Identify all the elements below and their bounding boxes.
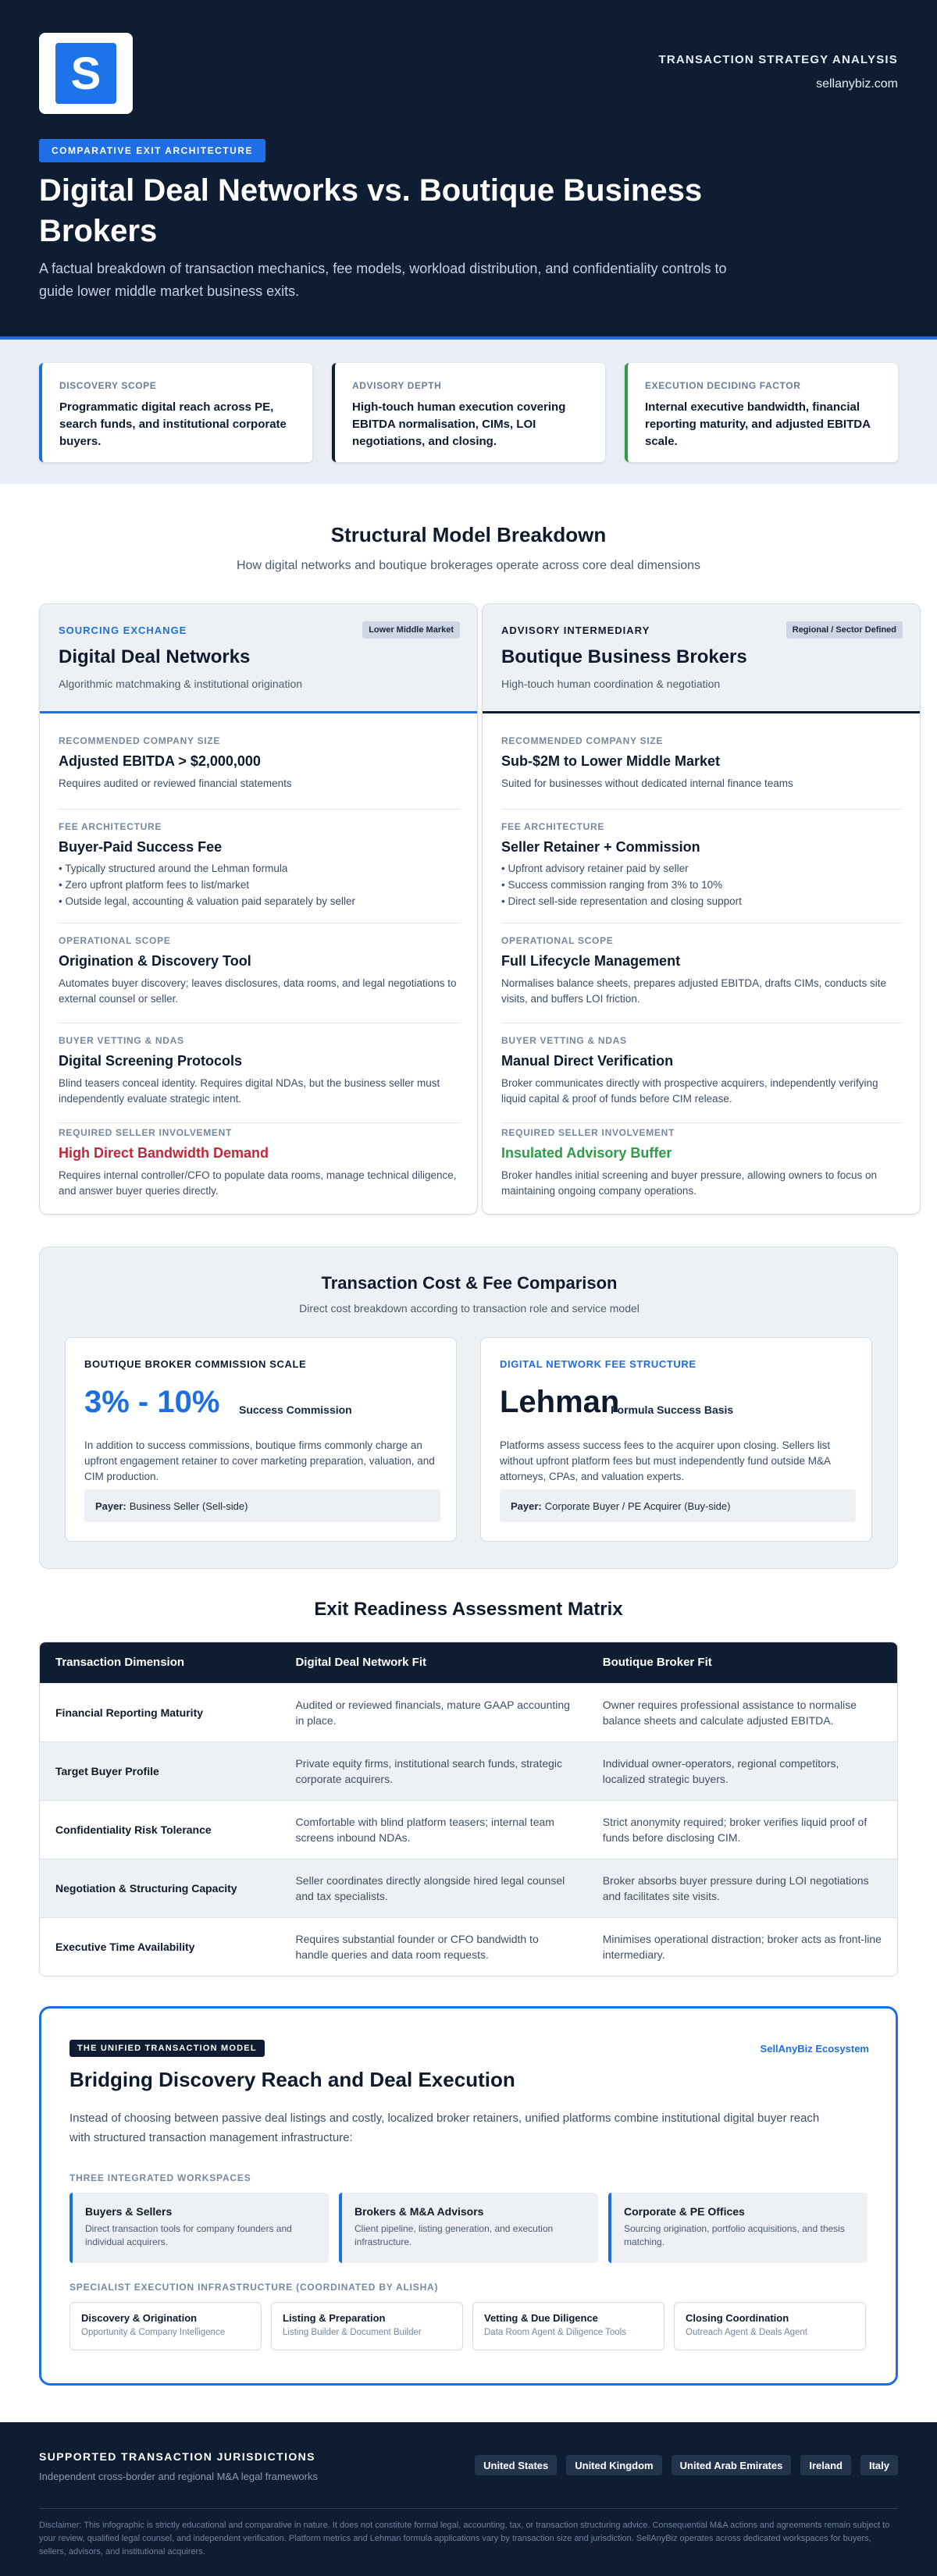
row-dimension: Financial Reporting Maturity — [55, 1706, 204, 1719]
block-label: OPERATIONAL SCOPE — [59, 935, 171, 946]
block-label: RECOMMENDED COMPANY SIZE — [501, 735, 664, 746]
list-item: • Zero upfront platform fees to list/market — [59, 877, 460, 893]
workspace-text: Direct transaction tools for company founders and individual acquirers. — [85, 2223, 292, 2247]
unified-title: Bridging Discovery Reach and Deal Execution — [69, 2068, 515, 2091]
table-row — [40, 1859, 897, 1917]
boutique-broker-column — [482, 603, 921, 1215]
digital-network-column — [39, 603, 478, 1215]
payer-box — [500, 1489, 856, 1522]
page-title: Digital Deal Networks vs. Boutique Business Brokers — [39, 173, 703, 248]
fee-list — [501, 860, 903, 909]
summary-card-text: Programmatic digital reach across PE, search funds, and institutional corporate buyers. — [59, 400, 287, 448]
column-accent-line — [40, 711, 478, 713]
workspace-text: Client pipeline, listing generation, and execution infrastructure. — [354, 2223, 554, 2247]
footer — [0, 2422, 937, 2576]
unified-text: Instead of choosing between passive deal listings and costly, localized broker retainers, unified platforms combine institutional digital buyer reach with structured transaction management infrastructure: — [69, 2112, 820, 2144]
boutique-fit-cell: Broker absorbs buyer pressure during LOI negotiations and facilitates site visits. — [602, 1874, 869, 1902]
market-tag: Lower Middle Market — [362, 621, 460, 639]
page-subtitle: A factual breakdown of transaction mechanics, fee models, workload distribution, and confidentiality controls to guide lower middle market business exits. — [39, 261, 727, 299]
block-title: Seller Retainer + Commission — [501, 839, 700, 855]
workspace-title: Brokers & M&A Advisors — [354, 2205, 484, 2218]
operational-scope-block — [59, 935, 460, 1007]
jurisdiction-tags — [475, 2455, 898, 2475]
block-text: Suited for businesses without dedicated internal finance teams — [501, 777, 793, 789]
specialist-title: Vetting & Due Diligence — [484, 2312, 598, 2324]
specialist-card[interactable] — [674, 2302, 866, 2350]
table-row — [40, 1800, 897, 1859]
models-subtitle: How digital networks and boutique brokerages operate across core deal dimensions — [236, 559, 701, 572]
block-label: FEE ARCHITECTURE — [501, 821, 605, 832]
digital-fit-cell: Requires substantial founder or CFO bandwidth to handle queries and data room requests. — [295, 1933, 539, 1961]
column-header — [40, 604, 478, 713]
list-item: • Outside legal, accounting & valuation paid separately by seller — [59, 893, 460, 909]
block-label: FEE ARCHITECTURE — [59, 821, 162, 832]
fees-title: Transaction Cost & Fee Comparison — [321, 1273, 618, 1293]
summary-card-text: Internal executive bandwidth, financial reporting maturity, and adjusted EBITDA scale. — [645, 400, 871, 448]
seller-involvement-block — [59, 1127, 460, 1199]
payer-value: Corporate Buyer / PE Acquirer (Buy-side) — [544, 1500, 731, 1512]
fee-architecture-block — [59, 821, 460, 909]
digital-fit-cell: Audited or reviewed financials, mature GAAP accounting in place. — [295, 1699, 570, 1727]
logo[interactable] — [39, 33, 133, 114]
workspace-title: Corporate & PE Offices — [624, 2205, 745, 2218]
table-row — [40, 1917, 897, 1976]
buyer-vetting-block — [59, 1035, 460, 1107]
block-title: Insulated Advisory Buffer — [501, 1145, 672, 1161]
block-text: Broker communicates directly with prospective acquirers, independently verifying liquid capital & proof of funds before CIM release. — [501, 1077, 878, 1105]
table-row — [40, 1683, 897, 1742]
block-label: BUYER VETTING & NDAS — [501, 1035, 627, 1046]
specialists-label: SPECIALIST EXECUTION INFRASTRUCTURE (COORDINATED BY ALISHA) — [69, 2282, 439, 2293]
column-description: Algorithmic matchmaking & institutional origination — [59, 678, 303, 690]
jurisdiction-tag-us: United States — [475, 2455, 557, 2475]
workspace-card[interactable] — [69, 2193, 329, 2263]
digital-fee-card — [480, 1337, 872, 1542]
specialist-text: Listing Builder & Document Builder — [283, 2328, 422, 2337]
commission-caption: Success Commission — [239, 1404, 352, 1416]
workspace-text: Sourcing origination, portfolio acquisitions, and thesis matching. — [624, 2223, 845, 2247]
column-title: Digital Deal Networks — [59, 646, 251, 667]
buyer-vetting-block — [501, 1035, 903, 1107]
block-title: Adjusted EBITDA > $2,000,000 — [59, 753, 261, 769]
disclaimer: Disclaimer: This infographic is strictly educational and comparative in nature. It does not constitute formal legal, accounting, tax, or transaction structuring advice. Consequential M&A actions and agreements remain subject to your review, qualified legal counsel, and independent verification. Platform metrics and Lehman formula applications vary by transaction size and jurisdiction. SellAnyBiz operates across dedicated workspaces for buyers, sellers, advisors, and institutional acquirers. — [39, 2521, 890, 2556]
payer-box — [84, 1489, 440, 1522]
row-dimension: Target Buyer Profile — [55, 1765, 159, 1777]
ecosystem-link[interactable]: SellAnyBiz Ecosystem — [760, 2043, 869, 2055]
column-accent-line — [483, 711, 921, 713]
block-title: Full Lifecycle Management — [501, 953, 681, 969]
unified-badge: THE UNIFIED TRANSACTION MODEL — [69, 2040, 265, 2057]
specialist-title: Discovery & Origination — [81, 2312, 198, 2324]
column-header: Digital Deal Network Fit — [295, 1656, 426, 1669]
unified-model-section — [39, 2006, 898, 2386]
block-label: RECOMMENDED COMPANY SIZE — [59, 735, 221, 746]
block-title: Sub-$2M to Lower Middle Market — [501, 753, 721, 769]
specialist-card[interactable] — [472, 2302, 664, 2350]
specialist-card[interactable] — [69, 2302, 262, 2350]
workspace-card[interactable] — [608, 2193, 868, 2263]
block-text: Requires internal controller/CFO to populate data rooms, manage technical diligence, and answer buyer queries directly. — [59, 1169, 457, 1197]
specialist-text: Opportunity & Company Intelligence — [81, 2328, 226, 2337]
boutique-fit-cell: Individual owner-operators, regional competitors, localized strategic buyers. — [602, 1757, 839, 1785]
block-text: Requires audited or reviewed financial statements — [59, 777, 292, 789]
company-size-block — [59, 735, 460, 792]
matrix-title: Exit Readiness Assessment Matrix — [314, 1599, 623, 1620]
block-title: Digital Screening Protocols — [59, 1053, 243, 1069]
specialist-text: Outreach Agent & Deals Agent — [686, 2328, 807, 2337]
commission-range: 3% - 10% — [84, 1385, 220, 1419]
fee-list — [59, 860, 460, 909]
hero-badge: COMPARATIVE EXIT ARCHITECTURE — [39, 139, 265, 162]
fee-architecture-block — [501, 821, 903, 909]
jurisdiction-tag-uk: United Kingdom — [566, 2455, 661, 2475]
row-dimension: Negotiation & Structuring Capacity — [55, 1882, 237, 1895]
summary-card-advisory — [332, 363, 605, 462]
block-label: REQUIRED SELLER INVOLVEMENT — [59, 1127, 233, 1138]
column-kicker: ADVISORY INTERMEDIARY — [501, 624, 650, 636]
models-title: Structural Model Breakdown — [330, 523, 607, 546]
specialist-text: Data Room Agent & Diligence Tools — [484, 2328, 626, 2337]
fee-comparison-section — [39, 1247, 898, 1569]
block-title: Buyer-Paid Success Fee — [59, 839, 223, 855]
column-header: Boutique Broker Fit — [602, 1656, 712, 1669]
block-label: OPERATIONAL SCOPE — [501, 935, 614, 946]
block-text: Blind teasers conceal identity. Requires digital NDAs, but the business seller must independently evaluate strategic intent. — [59, 1077, 440, 1105]
column-kicker: SOURCING EXCHANGE — [59, 624, 187, 636]
block-text: Broker handles initial screening and buyer pressure, allowing owners to focus on maintaining ongoing company operations. — [501, 1169, 878, 1197]
digital-fit-cell: Seller coordinates directly alongside hired legal counsel and tax specialists. — [295, 1874, 565, 1902]
summary-card-label: DISCOVERY SCOPE — [59, 380, 157, 391]
block-title: Manual Direct Verification — [501, 1053, 674, 1069]
block-title: Origination & Discovery Tool — [59, 953, 251, 969]
summary-card-deciding-factor — [625, 363, 898, 462]
block-title: High Direct Bandwidth Demand — [59, 1145, 269, 1161]
column-header — [483, 604, 921, 713]
fee-card-text: In addition to success commissions, boutique firms commonly charge an upfront engagement retainer to cover marketing preparation, valuation, and CIM production. — [84, 1439, 435, 1482]
block-text: Normalises balance sheets, prepares adjusted EBITDA, drafts CIMs, conducts site visits, and buffers LOI friction. — [501, 977, 886, 1005]
payer-label: Payer: — [95, 1500, 126, 1512]
specialist-card[interactable] — [271, 2302, 463, 2350]
hero-meta — [659, 53, 899, 91]
hero-kicker: TRANSACTION STRATEGY ANALYSIS — [658, 53, 898, 66]
summary-card-text: High-touch human execution covering EBITDA normalisation, CIMs, LOI negotiations, and closing. — [352, 400, 566, 448]
list-item: • Success commission ranging from 3% to 10% — [501, 877, 903, 893]
summary-card-label: EXECUTION DECIDING FACTOR — [645, 380, 801, 391]
digital-fit-cell: Private equity firms, institutional search funds, strategic corporate acquirers. — [295, 1757, 563, 1785]
block-text: Automates buyer discovery; leaves disclosures, data rooms, and legal negotiations to external counsel or seller. — [59, 977, 457, 1005]
block-label: REQUIRED SELLER INVOLVEMENT — [501, 1127, 675, 1138]
list-item: • Upfront advisory retainer paid by seller — [501, 860, 903, 877]
readiness-matrix-table — [39, 1642, 898, 1976]
boutique-fee-card — [65, 1337, 457, 1542]
market-tag: Regional / Sector Defined — [786, 621, 903, 639]
list-item: • Direct sell-side representation and closing support — [501, 893, 903, 909]
boutique-fit-cell: Owner requires professional assistance to normalise balance sheets and calculate adjusted EBITDA. — [602, 1699, 857, 1727]
boutique-fit-cell: Minimises operational distraction; broker acts as front-line intermediary. — [602, 1933, 882, 1961]
workspace-card[interactable] — [339, 2193, 598, 2263]
block-label: BUYER VETTING & NDAS — [59, 1035, 184, 1046]
digital-fit-cell: Comfortable with blind platform teasers; internal team screens inbound NDAs. — [295, 1816, 554, 1844]
workspace-title: Buyers & Sellers — [85, 2205, 173, 2218]
footer-subtitle: Independent cross-border and regional M&A legal frameworks — [39, 2471, 318, 2482]
lehman-caption: Formula Success Basis — [611, 1404, 734, 1416]
workspaces-label: THREE INTEGRATED WORKSPACES — [69, 2172, 251, 2183]
list-item: • Typically structured around the Lehman formula — [59, 860, 460, 877]
fee-card-text: Platforms assess success fees to the acquirer upon closing. Sellers list without upfront platform fees but must independently fund outside M&A attorneys, CPAs, and valuation experts. — [500, 1439, 831, 1482]
summary-strip — [0, 340, 937, 484]
lehman-label: Lehman — [500, 1385, 620, 1419]
payer-value: Business Seller (Sell-side) — [129, 1500, 248, 1512]
jurisdiction-tag-ireland: Ireland — [800, 2455, 851, 2475]
jurisdiction-tag-italy: Italy — [860, 2455, 898, 2475]
column-description: High-touch human coordination & negotiation — [501, 678, 721, 690]
column-title: Boutique Business Brokers — [501, 646, 747, 667]
table-header-row — [40, 1642, 897, 1683]
seller-involvement-block — [501, 1127, 903, 1199]
specialist-title: Listing & Preparation — [283, 2312, 386, 2324]
fee-card-label: DIGITAL NETWORK FEE STRUCTURE — [500, 1358, 697, 1370]
logo-mark: S — [55, 43, 116, 104]
jurisdiction-tag-uae: United Arab Emirates — [672, 2455, 792, 2475]
operational-scope-block — [501, 935, 903, 1007]
site-link[interactable]: sellanybiz.com — [816, 77, 898, 91]
footer-divider — [39, 2508, 898, 2509]
summary-card-label: ADVISORY DEPTH — [352, 380, 442, 391]
footer-title: SUPPORTED TRANSACTION JURISDICTIONS — [39, 2450, 315, 2463]
table-row — [40, 1742, 897, 1800]
specialist-title: Closing Coordination — [686, 2312, 789, 2324]
fee-card-label: BOUTIQUE BROKER COMMISSION SCALE — [84, 1358, 307, 1370]
row-dimension: Executive Time Availability — [55, 1941, 195, 1953]
company-size-block — [501, 735, 903, 792]
boutique-fit-cell: Strict anonymity required; broker verifies liquid proof of funds before disclosing CIM. — [602, 1816, 868, 1844]
fees-subtitle: Direct cost breakdown according to transaction role and service model — [299, 1302, 640, 1315]
summary-card-discovery — [39, 363, 312, 462]
column-header: Transaction Dimension — [55, 1656, 185, 1669]
row-dimension: Confidentiality Risk Tolerance — [55, 1823, 212, 1836]
hero-header — [0, 0, 937, 340]
payer-label: Payer: — [511, 1500, 542, 1512]
